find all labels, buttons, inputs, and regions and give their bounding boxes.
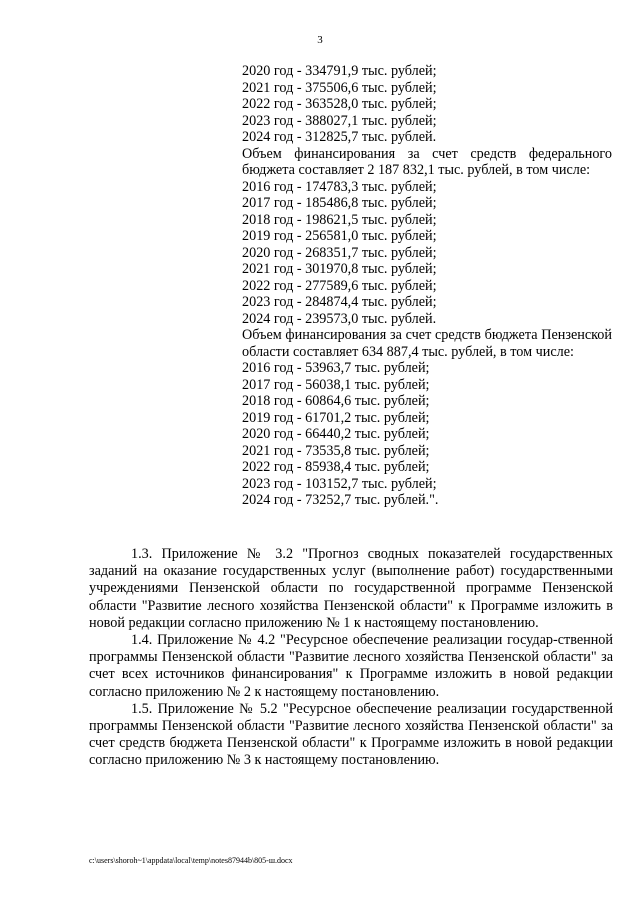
federal-tail-line: 2024 год - 312825,7 тыс. рублей.: [242, 129, 437, 145]
federal-year-line: 2023 год - 284874,4 тыс. рублей;: [242, 294, 437, 310]
amendment-paragraph: 1.5. Приложение № 5.2 "Ресурсное обеспечение реализации государственной программы Пензенской области "Развитие лесного хозяйства Пензенской области" за счет средств бюджета Пензенской области" к Программе изложить в новой редакции согласно приложению № 3 к настоящему постановлению.: [89, 700, 613, 769]
regional-year-line: 2023 год - 103152,7 тыс. рублей;: [242, 475, 437, 492]
federal-year-line: 2018 год - 198621,5 тыс. рублей;: [242, 211, 437, 228]
regional-year-line: 2021 год - 73535,8 тыс. рублей;: [242, 442, 430, 459]
federal-tail-line: 2023 год - 388027,1 тыс. рублей;: [242, 112, 437, 129]
page-number: 3: [317, 34, 323, 46]
federal-tail-line: 2022 год - 363528,0 тыс. рублей;: [242, 96, 437, 112]
federal-budget-intro: Объем финансирования за счет средств федерального бюджета составляет 2 187 832,1 тыс. рублей, в том числе:: [242, 145, 612, 178]
federal-year-line: 2021 год - 301970,8 тыс. рублей;: [242, 261, 437, 277]
federal-year-line: 2020 год - 268351,7 тыс. рублей;: [242, 244, 437, 261]
federal-tail-line: 2021 год - 375506,6 тыс. рублей;: [242, 79, 437, 96]
federal-year-line: 2016 год - 174783,3 тыс. рублей;: [242, 178, 437, 195]
amendment-items: [89, 546, 613, 770]
amendment-paragraph: 1.4. Приложение № 4.2 "Ресурсное обеспечение реализации государ-ственной программы Пензенской области "Развитие лесного хозяйства Пензенской области" за счет всех источников финансирования" к Программе изложить в новой редакции согласно приложению № 2 к настоящему постановлению.: [89, 632, 613, 700]
regional-year-line: 2020 год - 66440,2 тыс. рублей;: [242, 426, 430, 442]
amendment-paragraph: 1.3. Приложение № 3.2 "Прогноз сводных показателей государственных заданий на оказание государственных услуг (выполнение работ) государственными учреждениями Пензенской области по государственной программе Пензенской области "Развитие лесного хозяйства Пензенской области" к Программе изложить в новой редакции согласно приложению № 1 к настоящему постановлению.: [89, 546, 613, 631]
regional-year-line: 2017 год - 56038,1 тыс. рублей;: [242, 376, 430, 393]
regional-budget-intro: Объем финансирования за счет средств бюджета Пензенской области составляет 634 887,4 тыс. рублей, в том числе:: [242, 327, 612, 360]
file-path-footer: c:\users\shoroh~1\appdata\local\temp\notes87944b\805-ш.docx: [89, 856, 293, 865]
federal-year-line: 2024 год - 239573,0 тыс. рублей.: [242, 310, 437, 327]
federal-tail-line: 2020 год - 334791,9 тыс. рублей;: [242, 63, 437, 79]
federal-year-line: 2022 год - 277589,6 тыс. рублей;: [242, 277, 437, 294]
regional-year-line: 2022 год - 85938,4 тыс. рублей;: [242, 459, 430, 475]
regional-year-line: 2024 год - 73252,7 тыс. рублей.".: [242, 492, 439, 508]
regional-year-line: 2018 год - 60864,6 тыс. рублей;: [242, 393, 430, 409]
federal-year-line: 2019 год - 256581,0 тыс. рублей;: [242, 228, 437, 244]
regional-year-line: 2016 год - 53963,7 тыс. рублей;: [242, 360, 430, 376]
federal-year-line: 2017 год - 185486,8 тыс. рублей;: [242, 195, 437, 211]
financing-block: [242, 63, 612, 509]
regional-year-line: 2019 год - 61701,2 тыс. рублей;: [242, 409, 430, 426]
